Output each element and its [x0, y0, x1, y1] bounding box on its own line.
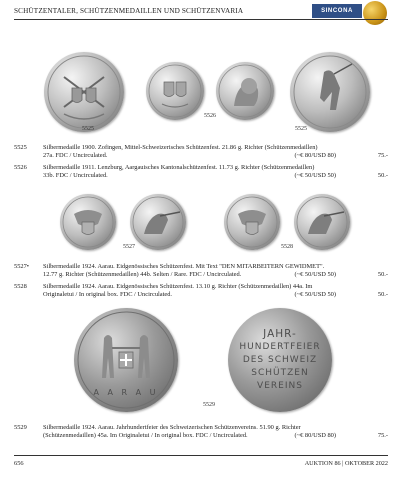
- gold-coin-logo-icon: [363, 1, 387, 25]
- lot-estimate: (~€ 50/USD 50): [294, 271, 336, 279]
- lot-description-line: Silbermedaille 1900. Zofingen, Mittel-Schweizerisches Schützenfest. 21.86 g. Richter (Schützenmedaillen): [43, 144, 318, 151]
- lot-estimate: (~€ 50/USD 50): [294, 291, 336, 299]
- lot-price: 50.-: [377, 172, 388, 180]
- inscription-line: JAHR-: [263, 328, 297, 340]
- lot-price: 75.-: [377, 152, 388, 160]
- medal-obverse: [224, 194, 280, 250]
- footer-rule: [14, 455, 388, 456]
- lot-5525-image-a: [44, 52, 124, 132]
- crossed-rifles-shields-icon: [44, 52, 124, 132]
- lot-description-line: 27a. FDC / Uncirculated.: [43, 152, 108, 160]
- lot-number: 5527•: [14, 263, 30, 270]
- inscription-line: HUNDERTFEIER: [239, 342, 321, 352]
- coat-of-arms-icon: [146, 62, 204, 120]
- medal-reverse: [216, 62, 274, 120]
- lot-description-line: Silbermedaille 1924. Aarau. Eidgenössisches Schützenfest. 13.10 g. Richter (Schützenmedaillen) 44a. Im: [43, 283, 313, 290]
- lot-5525-entry: [14, 144, 388, 161]
- helvetia-portrait-icon: [216, 62, 274, 120]
- lot-5525-label-a: 5525: [82, 126, 94, 132]
- lot-5526-label: 5526: [204, 113, 216, 119]
- lot-price: 50.-: [377, 291, 388, 299]
- medal-reverse: [290, 52, 370, 132]
- lot-estimate: (~€ 80/USD 80): [294, 432, 336, 440]
- inscription-line: SCHÜTZEN: [251, 368, 309, 378]
- lot-number: 5525: [14, 144, 27, 151]
- page-header-title: SCHÜTZENTALER, SCHÜTZENMEDAILLEN UND SCHÜTZENVARIA: [14, 7, 244, 15]
- lot-price: 75.-: [377, 432, 388, 440]
- lot-estimate: (~€ 80/USD 80): [294, 152, 336, 160]
- lot-description-line: (Schützenmedaillen) 45a. Im Originaletui / In original box. FDC / Uncirculated.: [43, 432, 248, 440]
- medal-obverse-legend: A A R A U: [93, 388, 159, 397]
- lot-description-line: Silbermedaille 1911. Lenzburg, Aargauisches Kantonalschützenfest. 11.73 g. Richter (Schützenmedaillen): [43, 164, 315, 171]
- marksman-figure-icon: [290, 52, 370, 132]
- lot-5529-image: [74, 308, 356, 412]
- lot-description-line: 12.77 g. Richter (Schützenmedaillen) 44b. Selten / Rare. FDC / Uncirculated.: [43, 271, 242, 279]
- eagle-arms-icon: [224, 194, 280, 250]
- lot-number: 5526: [14, 164, 27, 171]
- header-rule: [14, 19, 388, 20]
- medal-reverse: [130, 194, 186, 250]
- lot-number: 5528: [14, 283, 27, 290]
- lot-5527-entry: [14, 263, 388, 280]
- lot-5529-entry: [14, 424, 388, 441]
- medal-obverse: [146, 62, 204, 120]
- shooter-figure-icon: [294, 194, 350, 250]
- medal-reverse: [228, 308, 332, 412]
- lot-5526-entry: [14, 164, 388, 181]
- inscription-line: DES SCHWEIZ: [242, 355, 318, 365]
- medal-reverse: [294, 194, 350, 250]
- lot-number: 5529: [14, 424, 27, 431]
- medal-reverse-inscription: [228, 328, 332, 393]
- lot-5528-label: 5528: [281, 244, 293, 250]
- lot-5529-label: 5529: [203, 402, 215, 408]
- medal-obverse: [60, 194, 116, 250]
- inscription-line: VEREINS: [257, 381, 303, 391]
- lot-5528-entry: [14, 283, 388, 300]
- lot-price: 50.-: [377, 271, 388, 279]
- auction-info: AUKTION 86 | OKTOBER 2022: [304, 460, 388, 467]
- lot-description-line: Silbermedaille 1924. Aarau. Jahrhundertfeier des Schweizerischen Schützenvereins. 51.90 g. Richter: [43, 424, 301, 431]
- lot-estimate: (~€ 50/USD 50): [294, 172, 336, 180]
- lot-description-line: Silbermedaille 1924. Aarau. Eidgenössisches Schützenfest. Mit Text "DEN MITARBEITERN GEWIDMET".: [43, 263, 325, 270]
- lot-description-line: Originaletui / In original box. FDC / Uncirculated.: [43, 291, 173, 299]
- brand-logo: SINCONA: [312, 4, 362, 18]
- medal-obverse: [74, 308, 178, 412]
- lot-5527-label: 5527: [123, 244, 135, 250]
- medal-obverse: [44, 52, 124, 132]
- lot-5525-label-b: 5525: [295, 126, 307, 132]
- lot-5525-image-b: [290, 52, 370, 132]
- page-number: 656: [14, 460, 24, 467]
- lot-description-line: 33b. FDC / Uncirculated.: [43, 172, 108, 180]
- lot-5528-image: [224, 194, 364, 254]
- shooter-figure-icon: [130, 194, 186, 250]
- eagle-arms-icon: [60, 194, 116, 250]
